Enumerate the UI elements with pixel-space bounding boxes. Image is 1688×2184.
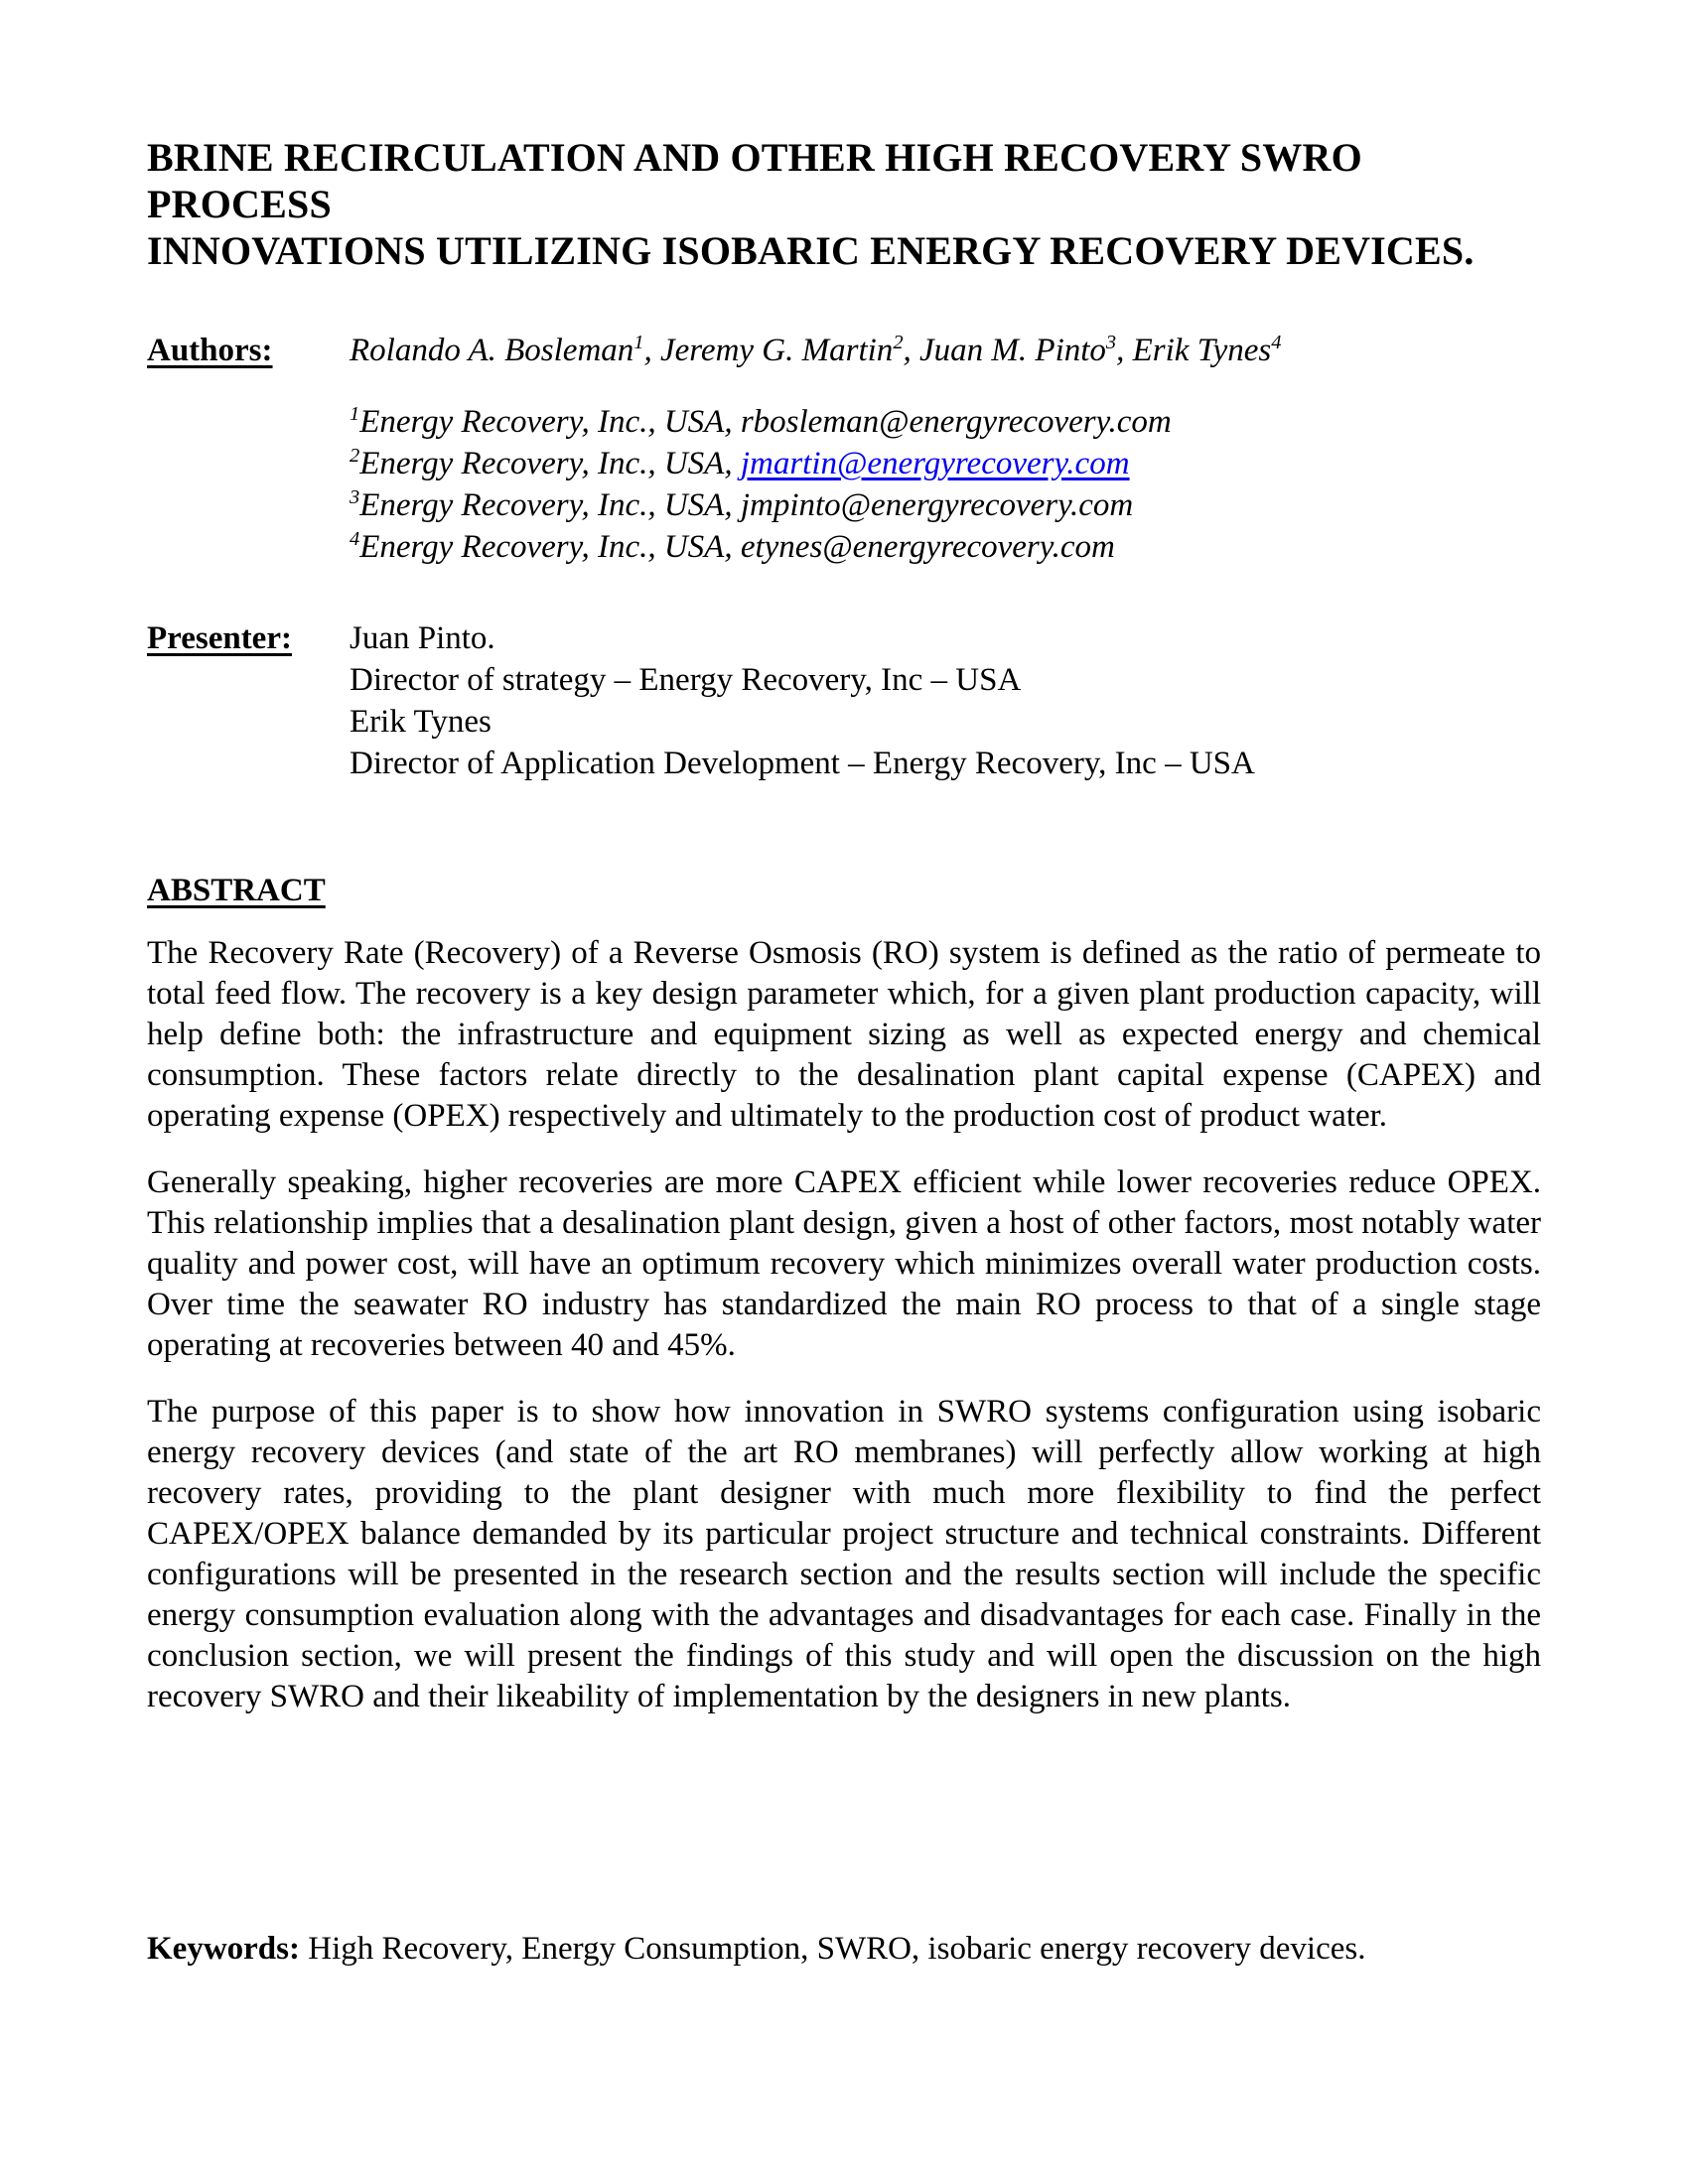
affiliation-line — [350, 443, 1541, 484]
abstract-paragraph-2: Generally speaking, higher recoveries are more CAPEX efficient while lower recoveries reduce OPEX. This relationship implies that a desalination plant design, given a host of other factors, most notably water quality and power cost, will have an optimum recovery which minimizes overall water production costs. Over time the seawater RO industry has standardized the main RO process to that of a single stage operating at recoveries between 40 and 45%. — [147, 1164, 1541, 1363]
presenter-label: Presenter: — [147, 620, 292, 656]
authors-names — [350, 330, 1541, 371]
author-name: , Juan M. Pinto — [903, 333, 1106, 368]
paper-title-line-2: INNOVATIONS UTILIZING ISOBARIC ENERGY RECOVERY DEVICES. — [147, 228, 1475, 273]
affiliation-number: 3 — [350, 486, 360, 508]
affiliation-org: Energy Recovery, Inc., USA, — [359, 487, 733, 523]
affiliation-line — [350, 401, 1541, 443]
affiliations-section — [147, 401, 1541, 568]
presenter-name: Juan Pinto. — [350, 620, 495, 656]
keywords-label: Keywords: — [147, 1931, 300, 1967]
author-affiliation-mark: 3 — [1105, 332, 1117, 353]
author-name: , Jeremy G. Martin — [643, 333, 894, 368]
abstract-paragraph-1: The Recovery Rate (Recovery) of a Reverse Osmosis (RO) system is defined as the ratio of permeate to total feed flow. The recovery is a key design parameter which, for a given plant production capacity, will help define both: the infrastructure and equipment sizing as well as expected energy and chemical consumption. These factors relate directly to the desalination plant capital expense (CAPEX) and operating expense (OPEX) respectively and ultimately to the production cost of product water. — [147, 935, 1541, 1134]
author-affiliation-mark: 4 — [1271, 332, 1282, 353]
keywords-section — [147, 1928, 1541, 1970]
affiliation-org: Energy Recovery, Inc., USA, — [359, 529, 733, 565]
email-link[interactable]: jmartin@energyrecovery.com — [740, 446, 1130, 481]
paper-title-line-1: BRINE RECIRCULATION AND OTHER HIGH RECOVERY SWRO PROCESS — [147, 135, 1362, 226]
affiliation-line — [350, 484, 1541, 526]
affiliation-number: 2 — [350, 445, 360, 467]
affiliation-line — [350, 526, 1541, 568]
affiliation-email: jmpinto@energyrecovery.com — [740, 487, 1134, 523]
presenter-role-2: Director of Application Development – Energy Recovery, Inc – USA — [350, 746, 1255, 781]
author-name: Rolando A. Bosleman — [350, 333, 634, 368]
presenter-role: Director of strategy – Energy Recovery, Inc – USA — [350, 662, 1022, 698]
author-affiliation-mark: 2 — [893, 332, 904, 353]
affiliation-org: Energy Recovery, Inc., USA, — [359, 404, 733, 440]
paper-title — [147, 134, 1541, 274]
authors-section — [147, 330, 1541, 371]
presenter-section — [147, 617, 1541, 659]
authors-label: Authors: — [147, 333, 273, 368]
author-affiliation-mark: 1 — [633, 332, 644, 353]
affiliation-email: rbosleman@energyrecovery.com — [740, 404, 1172, 440]
abstract-paragraph-3: The purpose of this paper is to show how innovation in SWRO systems configuration using isobaric energy recovery devices (and state of the art RO membranes) will perfectly allow working at high recovery rates, providing to the plant designer with much more flexibility to find the perfect CAPEX/OPEX balance demanded by its particular project structure and technical constraints. Different configurations will be presented in the research section and the results section will include the specific energy consumption evaluation along with the advantages and disadvantages for each case. Finally in the conclusion section, we will present the findings of this study and will open the discussion on the high recovery SWRO and their likeability of implementation by the designers in new plants. — [147, 1394, 1541, 1714]
abstract-heading: ABSTRACT — [147, 873, 326, 908]
affiliation-email: etynes@energyrecovery.com — [740, 529, 1115, 565]
presenter-name-2: Erik Tynes — [350, 704, 492, 740]
keywords-text: High Recovery, Energy Consumption, SWRO, isobaric energy recovery devices. — [308, 1931, 1366, 1967]
affiliation-number: 1 — [350, 403, 360, 425]
affiliation-number: 4 — [350, 528, 360, 550]
author-name: , Erik Tynes — [1116, 333, 1272, 368]
affiliation-org: Energy Recovery, Inc., USA, — [359, 446, 733, 481]
